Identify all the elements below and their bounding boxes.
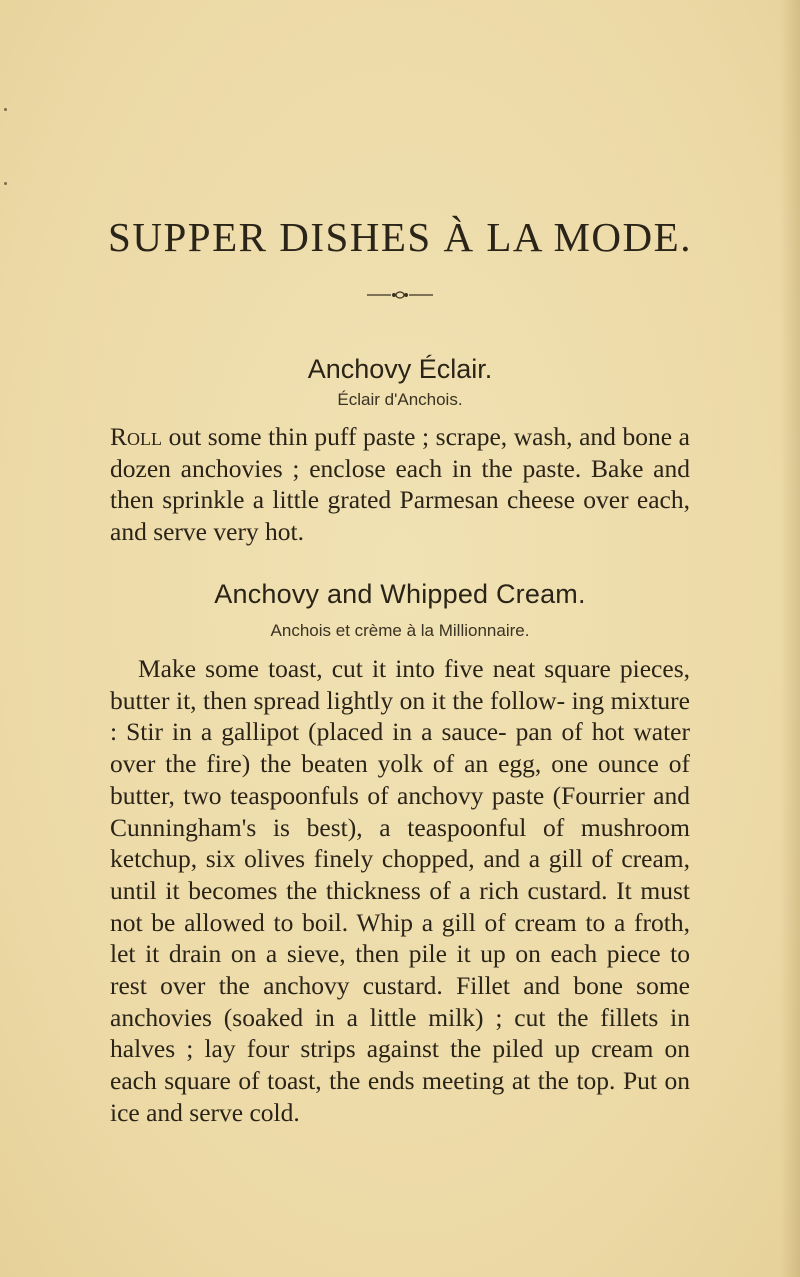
recipe-lead-word: Roll: [110, 422, 162, 451]
recipe-body-text: out some thin puff paste ; scrape, wash, and bone a dozen anchovies ; enclose each in the paste. Bake and then sprinkle a little grated Parmesan cheese over each, and serve very hot.: [110, 422, 690, 547]
recipe-body: [110, 421, 690, 548]
paper-speck: [4, 108, 7, 111]
recipe-subtitle: Anchois et crème à la Millionnaire.: [270, 621, 530, 640]
recipe-body: Make some toast, cut it into five neat square pieces, butter it, then spread lightly on it the follow- ing mixture : Stir in a gallipot (placed in a sauce- pan of hot water over the fire) the beaten yolk of an egg, one ounce of butter, two teaspoonfuls of anchovy paste (Fourrier and Cunningham's is best), a teaspoonful of mushroom ketchup, six olives finely chopped, and a gill of cream, until it becomes the thickness of a rich custard. It must not be allowed to boil. Whip a gill of cream to a froth, let it drain on a sieve, then pile it up on each piece to rest over the anchovy custard. Fillet and bone some anchovies (soaked in a little milk) ; cut the fillets in halves ; lay four strips against the piled up cream on each square of toast, the ends meeting at the top. Put on ice and serve cold.: [110, 654, 690, 1127]
paper-speck: [4, 182, 7, 185]
rule-ornament-icon: [367, 289, 433, 301]
chapter-title: SUPPER DISHES À LA MODE.: [108, 214, 692, 260]
recipe-title: Anchovy Éclair.: [307, 354, 493, 384]
recipe-subtitle: Éclair d'Anchois.: [337, 390, 463, 409]
recipe-title: Anchovy and Whipped Cream.: [214, 579, 586, 609]
